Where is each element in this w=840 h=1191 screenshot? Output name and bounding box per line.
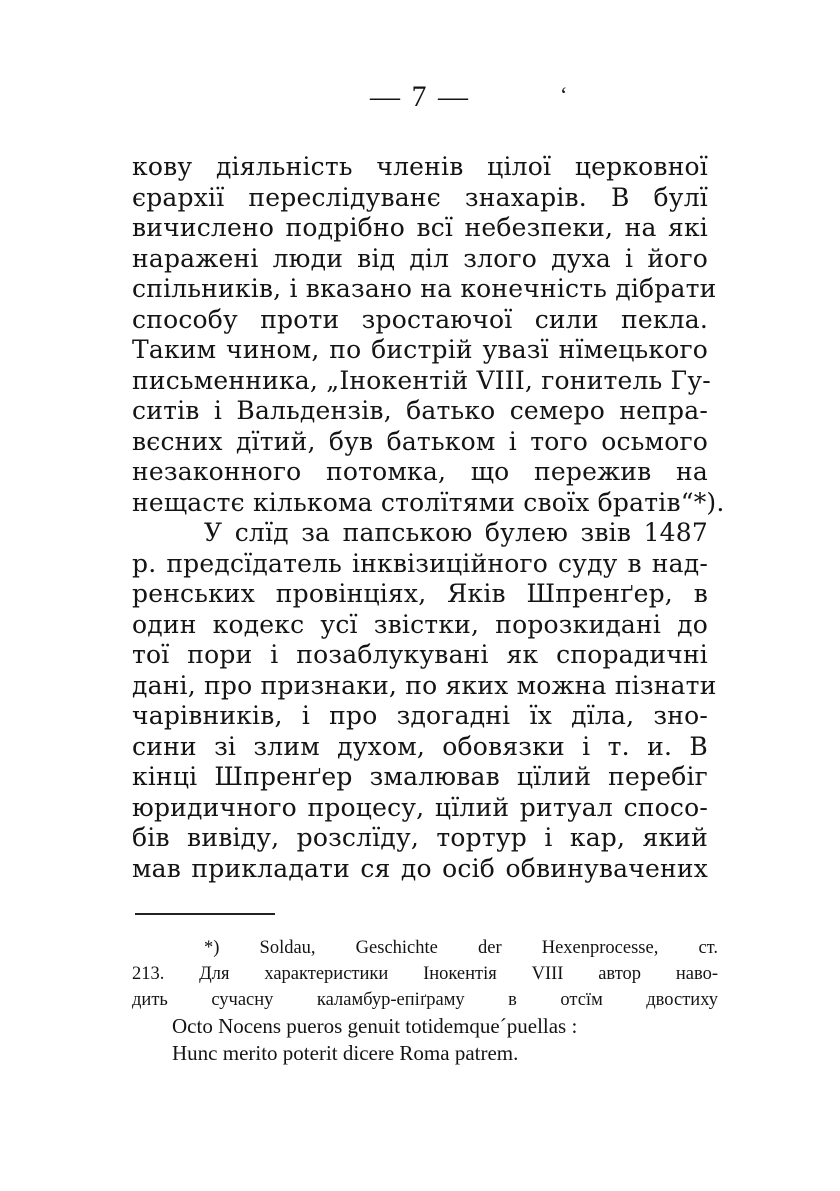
page-mark: ‘: [560, 82, 568, 107]
text-line: вичислено подрібно всї небезпеки, на які: [132, 213, 708, 242]
text-line: спільників, і вказано на конечність дібрати: [132, 274, 717, 303]
text-line: незаконного потомка, що пережив на: [132, 457, 708, 486]
footnote: [132, 935, 718, 1013]
verse-line: Octo Nocens pueros genuit totidemque´puellas :: [172, 1014, 578, 1038]
footnote-line: 213. Для характеристики Інокентія VIII автор наво-: [132, 964, 718, 984]
text-line: Таким чином, по бистрій увазї нїмецького: [132, 335, 708, 364]
text-line: один кодекс усї звістки, порозкидані до: [132, 609, 708, 639]
main-text: [132, 152, 725, 884]
text-line: юридичного процесу, цїлий ритуал спосо-: [132, 792, 708, 822]
text-line: письменника, „Інокентій VIII, гонитель Гу-: [132, 365, 711, 395]
text-line: способу проти зростаючої сили пекла.: [132, 304, 708, 334]
verse-line: Hunc merito poterit dicere Roma patrem.: [172, 1041, 519, 1065]
text-line: кову діяльність членів цілої церковної: [132, 152, 708, 181]
page-number: — 7 —: [370, 80, 470, 113]
footnote-line: *) Soldau, Geschichte der Hexenprocesse, ст.: [204, 938, 718, 958]
text-line: наражені люди від діл злого духа і його: [132, 243, 708, 273]
text-line: бів вивіду, розслїду, тортур і кар, який: [132, 823, 708, 852]
text-line: тої пори і позаблукувані як спорадичні: [132, 640, 708, 669]
text-line: мав прикладати ся до осіб обвинувачених: [132, 853, 708, 883]
text-line: ситів і Вальдензів, батько семеро непра-: [132, 396, 708, 425]
footnote-line: дить сучасну каламбур-епіґраму в отсїм двостиху: [132, 990, 718, 1010]
footnote-verse: [172, 1013, 712, 1067]
text-line: кінці Шпренґер змалював цїлий перебіг: [132, 762, 708, 791]
text-line: р. предсїдатель інквізиційного суду в над-: [132, 548, 708, 578]
footnote-divider: [135, 913, 275, 915]
text-line: У слїд за папською булею звів 1487: [204, 518, 708, 547]
text-line: дані, про признаки, по яких можна пізнати: [132, 670, 717, 700]
text-line: нещастє кількома столїтями своїх братів“*).: [132, 487, 725, 517]
text-line: ренських провінціях, Яків Шпренґер, в: [132, 579, 708, 608]
text-line: сини зі злим духом, обовязки і т. и. В: [132, 731, 708, 761]
text-line: чарівників, і про здогадні їх дїла, зно-: [132, 701, 708, 730]
text-line: вєсних дїтий, був батьком і того осьмого: [132, 426, 708, 456]
text-line: єрархії переслідуванє знахарів. В булї: [132, 182, 708, 212]
